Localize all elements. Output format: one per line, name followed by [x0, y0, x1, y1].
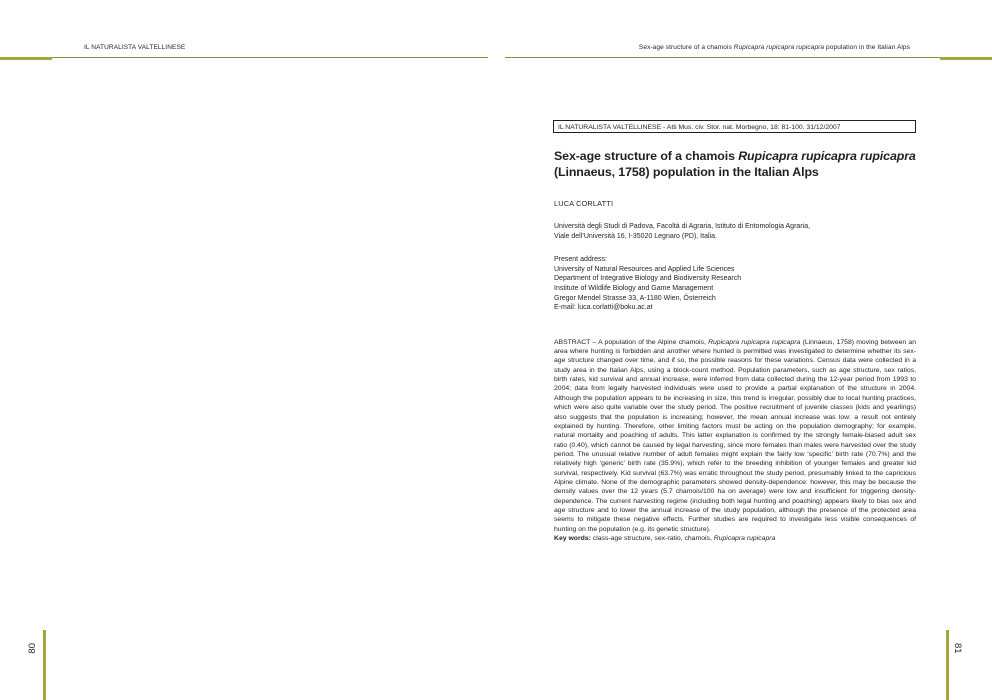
author-name: LUCA CORLATTI — [554, 199, 614, 208]
affiliation-line: Università degli Studi di Padova, Facoltà di Agraria, Istituto di Entomologia Agraria, — [554, 223, 811, 230]
page-number-right: 81 — [952, 643, 963, 654]
running-header-right — [639, 44, 910, 51]
title-prefix: Sex-age structure of a chamois — [554, 149, 739, 163]
abstract — [554, 338, 916, 534]
present-address-line: University of Natural Resources and Applied Life Sciences — [554, 265, 735, 273]
page-margin-bar-right — [946, 630, 949, 700]
title-species: Rupicapra rupicapra rupicapra — [738, 149, 916, 163]
header-accent-right — [940, 57, 992, 60]
email-line: E-mail: luca.corlatti@boku.ac.at — [554, 304, 653, 312]
abstract-species: Rupicapra rupicapra rupicapra — [708, 338, 801, 346]
keywords — [554, 534, 916, 543]
running-header-left: IL NATURALISTA VALTELLINESE — [84, 44, 186, 51]
present-address-line: Department of Integrative Biology and Biodiversity Research — [554, 275, 742, 283]
keywords-species: Rupicapra rupicapra — [713, 534, 776, 542]
running-header-right-suffix: population in the Italian Alps — [824, 44, 910, 51]
header-rule-left — [0, 57, 488, 58]
keywords-text: class-age structure, sex-ratio, chamois, — [590, 534, 714, 542]
header-accent-left — [0, 57, 52, 60]
header-rule-right — [505, 57, 992, 58]
present-address — [554, 255, 916, 313]
affiliation-line: Viale dell’Università 16, I-35020 Legnaro (PD), Italia. — [554, 232, 717, 240]
running-header-right-prefix: Sex-age structure of a chamois — [638, 44, 734, 51]
journal-citation-box: IL NATURALISTA VALTELLINESE - Atti Mus. civ. Stor. nat. Morbegno, 18: 81-100. 31/12/2007 — [553, 120, 916, 133]
affiliation — [554, 222, 916, 241]
article — [554, 148, 916, 543]
page-margin-bar-left — [43, 630, 46, 700]
page-number-left: 80 — [27, 643, 38, 654]
running-header-right-species: Rupicapra rupicapra rupicapra — [733, 44, 825, 51]
abstract-prefix: ABSTRACT – A population of the Alpine chamois, — [554, 338, 709, 346]
abstract-body: (Linnaeus, 1758) moving between an area where hunting is forbidden and another where hunted is permitted was investigated to determine whether its sex-age structure changed over time, and if so, the possible reasons for these variations. Census data were collected in a study area in the Italian Alps, using a block-count method. Population parameters, such as age structure, sex ratios, birth rates, kid survival and annual increase, were inferred from data collected during the 12-year period from 1993 to 2004; data from legally harvested individuals were used to provide a partial explanation of the structure in 2004. Although the population appears to be increasing in size, this trend is irregular, possibly due to local hunting practices, which were also quite variable over the study period. The positive recruitment of juvenile classes (kids and yearlings) also suggests that the population is increasing; however, the mean annual increase was low: a result not entirely explained by hunting. Therefore, other limiting factors must be acting on the population demography; for example, natural mortality and poaching of adults. This latter explanation is confirmed by the strongly female-biased adult sex ratio (0.40), which cannot be caused by legal harvesting, since more females than males were harvested over the study period. The unusual relative number of adult females might explain the fairly low ‘specific’ birth rate (70.7%) and the relatively high ‘generic’ birth rate (35.9%), which refer to the breeding inhibition of younger females and greater kid survival, respectively. Kid survival (63.7%) was erratic throughout the study period, presumably linked to the capricious Alpine climate. None of the demographic parameters showed density-dependence: however, this may be because the density values over the 12 years (5.7 chamois/100 ha on average) were low and insufficient for triggering density-dependence. The current harvesting regime (including both legal hunting and poaching) appears likely to bias sex and age structure and to lower the annual increase of the study population, although the presence of the protected area seems to mitigate these negative effects. Further studies are required to investigate less visible consequences of hunting on the population (e.g. its genetic structure). — [554, 338, 917, 533]
present-address-line: Present address: — [554, 256, 607, 264]
title-suffix: (Linnaeus, 1758) population in the Italian Alps — [554, 165, 819, 179]
present-address-line: Gregor Mendel Strasse 33, A-1180 Wien, Österreich — [554, 294, 716, 302]
keywords-label: Key words: — [554, 534, 591, 542]
present-address-line: Institute of Wildlife Biology and Game Management — [554, 284, 714, 292]
article-title — [554, 148, 916, 180]
